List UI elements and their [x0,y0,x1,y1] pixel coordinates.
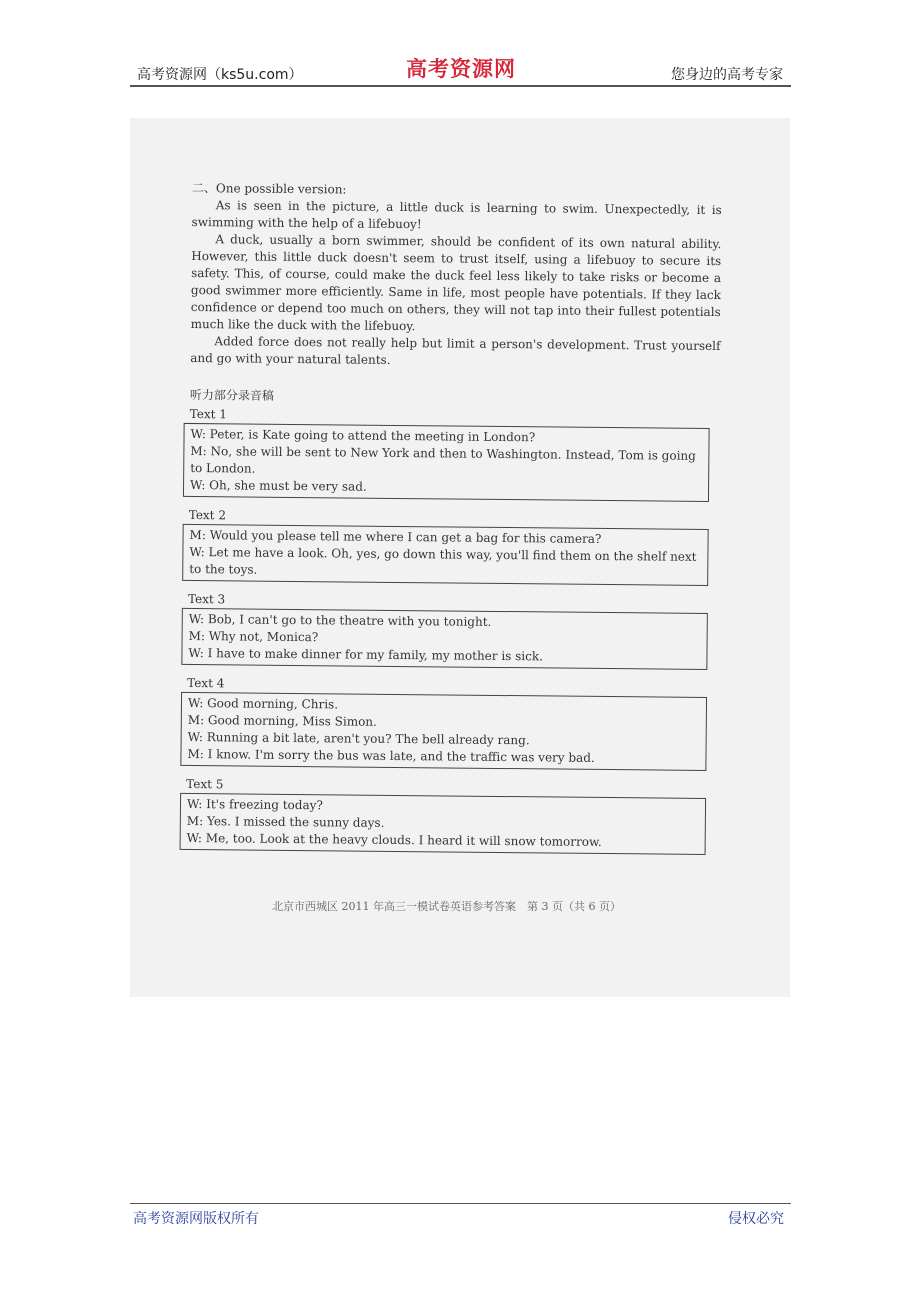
dialogue-line: W: Oh, she must be very sad. [190,477,367,494]
essay-heading: 二、One possible version: [191,180,347,197]
dialogue-line: W: Let me have a look. Oh, yes, go down this way, you'll find them on the shelf next to the toys. [189,544,697,577]
listening-title: 听力部分录音稿 [189,387,275,403]
footer-rights: 侵权必究 [728,1211,784,1227]
dialogue-line: W: Running a bit late, aren't you? The bell already rang. [187,729,530,748]
dialogue-line: M: Yes. I missed the sunny days. [186,813,385,830]
header-slogan: 您身边的高考专家 [671,67,783,83]
footer-copyright: 高考资源网版权所有 [133,1211,259,1227]
transcript-box [181,608,708,670]
listening-texts [186,406,720,855]
header-site-name: 高考资源网（ks5u.com） [137,67,303,83]
dialogue-line: W: Good morning, Chris. [187,695,339,712]
dialogue-line: W: It's freezing today? [186,796,323,813]
transcript-box [180,793,707,855]
transcript-box [182,524,709,586]
text-label: Text 4 [187,675,225,691]
dialogue-line: M: I know. I'm sorry the bus was late, and the traffic was very bad. [187,746,595,765]
essay-paragraph: A duck, usually a born swimmer, should be confident of its own natural ability. However, this little duck doesn't seem to trust itself, using a lifebuoy to secure its safety. This, of course, could make the duck feel less likely to take risks or become a good swimmer more efficiently. Same in life, most people have potentials. If they lack confidence or depend too much on others, they will not tap into their fullest potentials much like the duck with the lifebuoy. [190,232,722,334]
text-label: Text 2 [188,507,227,523]
dialogue-line: W: Bob, I can't go to the theatre with you tonight. [188,611,492,629]
dialogue-line: W: I have to make dinner for my family, my mother is sick. [188,645,544,664]
transcript-box [183,423,710,502]
text-label: Text 1 [189,406,228,422]
dialogue-line: M: Why not, Monica? [188,628,319,645]
site-logo: 高考资源网 [406,56,516,81]
dialogue-line: M: Good morning, Miss Simon. [187,712,377,729]
text-label: Text 5 [186,776,224,792]
dialogue-line: M: No, she will be sent to New York and then to Washington. Instead, Tom is going to London. [190,443,696,476]
dialogue-line: W: Me, too. Look at the heavy clouds. I heard it will snow tomorrow. [186,830,602,849]
document-body [185,180,722,865]
essay-paragraph: As is seen in the picture, a little duck is learning to swim. Unexpectedly, it is swimming with the help of a lifebuoy! [191,198,722,232]
essay-paragraph: Added force does not really help but limit a person's development. Trust yourself and go with your natural talents. [190,334,721,367]
dialogue-line: M: Would you please tell me where I can get a bag for this camera? [189,527,602,546]
footer-rule [130,1203,791,1204]
text-label: Text 3 [187,591,226,607]
header-rule [130,85,791,87]
transcript-box [180,692,707,771]
page-number-footer: 北京市西城区 2011 年高三一模试卷英语参考答案 第 3 页（共 6 页） [272,900,621,913]
dialogue-line: W: Peter, is Kate going to attend the meeting in London? [190,426,536,445]
